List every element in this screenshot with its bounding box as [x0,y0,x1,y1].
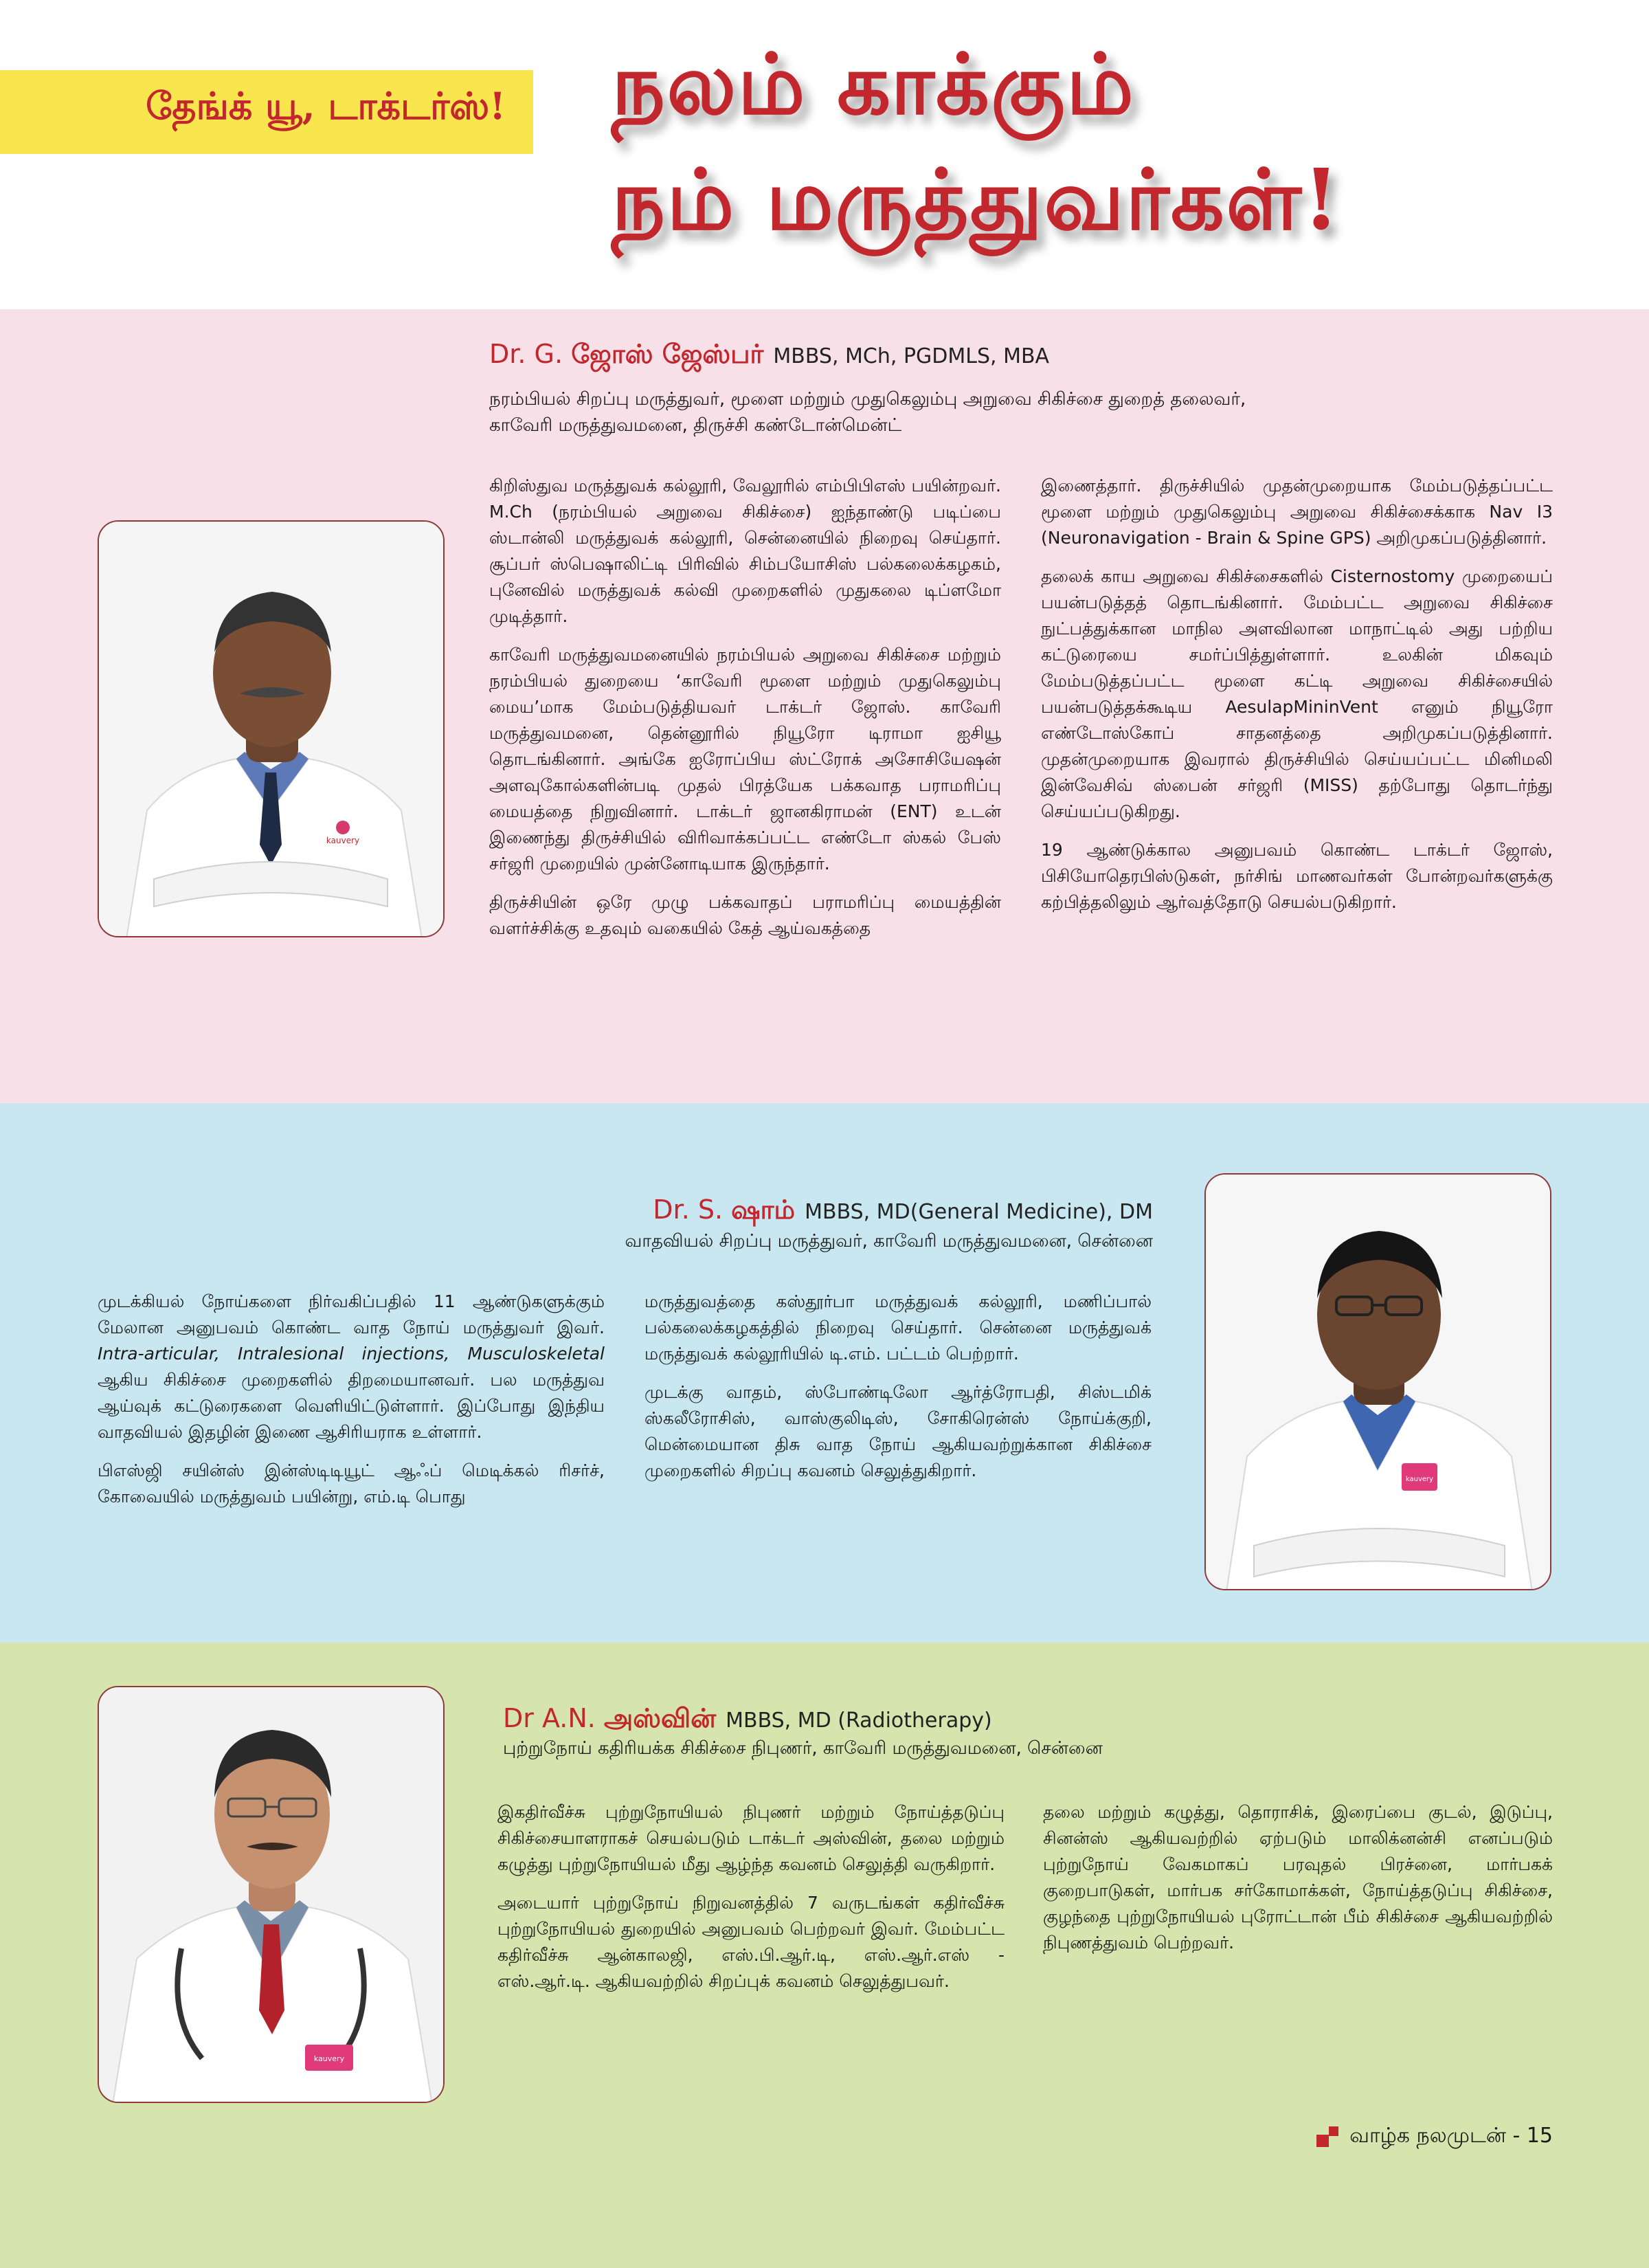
doctor-role-aswin [503,1735,1103,1761]
doctor-role-jose [489,386,1561,438]
article-column-1-sham [98,1289,605,1510]
paragraph-italic-text: Intra-articular, Intralesional injections, Musculoskeletal [98,1344,605,1364]
doctor-photo-sham [1204,1173,1551,1590]
doctor-photo-jose [98,520,445,937]
paragraph-text: ஆகிய சிகிச்சை முறைகளில் திறமையானவர். பல மருத்துவ ஆய்வுக் கட்டுரைகளை வெளியிட்டுள்ளார். இப்போது இந்திய வாதவியல் இதழின் இணை ஆசிரியராக உள்ளார். [98,1370,605,1442]
article-column-2-jose [1041,473,1553,915]
paragraph: தலைக் காய அறுவை சிகிச்சைகளில் Cisternostomy முறையைப் பயன்படுத்தத் தொடங்கினார். மேம்பட்ட அறுவை சிகிச்சை நுட்பத்துக்கான மாநில அளவிலான மாநாட்டில் அது பற்றிய கட்டுரையை சமர்ப்பித்துள்ளார். உலகின் மிகவும் மேம்படுத்தப்பட்ட மூளை கட்டி அறுவை சிகிச்சையில் பயன்படுத்தக்கூடிய AesulapMininVent எனும் நியூரோ எண்டோஸ்கோப் சாதனத்தை அறிமுகப்படுத்தினார். முதன்முறையாக இவரால் திருச்சியில் செய்யப்பட்ட மினிமலி இன்வேசிவ் ஸ்பைன் சர்ஜரி (MISS) தற்போது தொடர்ந்து செய்யப்படுகிறது. [1041,566,1553,821]
kauvery-logo-icon [336,821,350,834]
doctor-section-sham [0,1103,1649,1643]
paragraph: பிஎஸ்ஜி சயின்ஸ் இன்ஸ்டிடியூட் ஆஃப் மெடிக்கல் ரிசர்ச், கோவையில் மருத்துவம் பயின்று, எம்.டி பொது [98,1460,605,1507]
doctor-role-line-1: நரம்பியல் சிறப்பு மருத்துவர், மூளை மற்றும் முதுகெலும்பு அறுவை சிகிச்சை துறைத் தலைவர், [489,389,1246,410]
doctor-portrait-aswin [99,1687,445,2103]
article-column-2-aswin [1043,1799,1553,1956]
doctor-role-line-1: புற்றுநோய் கதிரியக்க சிகிச்சை நிபுணர், காவேரி மருத்துவமனை, சென்னை [503,1738,1103,1759]
doctor-role-line-1: வாதவியல் சிறப்பு மருத்துவர், காவேரி மருத்துவமனை, சென்னை [625,1231,1153,1252]
doctor-name-jose [489,339,763,369]
doctor-name-line-sham [653,1194,1153,1229]
paragraph-text: முடக்கியல் நோய்களை நிர்வகிப்பதில் 11 ஆண்டுகளுக்கும் மேலான அனுபவம் கொண்ட வாத நோய் மருத்துவர் இவர். [98,1291,605,1337]
kauvery-logo-text: kauvery [313,2054,345,2063]
doctor-section-aswin [0,1643,1649,2268]
kauvery-logo-text: kauvery [326,836,360,845]
paragraph: 19 ஆண்டுக்கால அனுபவம் கொண்ட டாக்டர் ஜோஸ், பிசியோதெரபிஸ்டுகள், நர்சிங் மாணவர்கள் போன்றவர்களுக்கு கற்பித்தலிலும் ஆர்வத்தோடு செயல்படுகிறார். [1041,840,1553,912]
paragraph: தலை மற்றும் கழுத்து, தொராசிக், இரைப்பை குடல், இடுப்பு, சினன்ஸ் ஆகியவற்றில் ஏற்படும் மாலிக்னன்சி எனப்படும் புற்றுநோய் வேகமாகப் பரவுதல் பிரச்னை, மார்பகக் குறைபாடுகள், மார்பக சர்கோமாக்கள், நோய்த்தடுப்பு சிகிச்சை, குழந்தை புற்றுநோயியல் புரோட்டான் பீம் சிகிச்சை ஆகியவற்றில் நிபுணத்துவம் பெற்றவர். [1043,1802,1553,1953]
doctor-name-tamil: அஸ்வின் [603,1703,717,1733]
article-column-1-jose [489,473,1001,942]
doctor-name-sham [653,1194,795,1225]
thank-you-banner [0,70,533,154]
article-column-2-sham [644,1289,1152,1484]
doctor-name-prefix: Dr. G. [489,339,563,369]
footer-page-label: வாழ்க நலமுடன் - 15 [1349,2124,1553,2148]
doctor-role-line-2: காவேரி மருத்துவமனை, திருச்சி கண்டோன்மென்ட் [489,415,902,436]
page-header [0,0,1649,309]
paragraph: முடக்கு வாதம், ஸ்போண்டிலோ ஆர்த்ரோபதி, சிஸ்டமிக் ஸ்கலீரோசிஸ், வாஸ்குலிடிஸ், சோகிரென்ஸ் நோய்க்குறி, மென்மையான திசு வாத நோய் ஆகியவற்றுக்கான சிகிச்சை முறைகளில் சிறப்பு கவனம் செலுத்துகிறார். [644,1382,1152,1480]
doctor-portrait-jose [99,522,445,937]
doctor-name-aswin [503,1703,716,1733]
paragraph: இகதிர்வீச்சு புற்றுநோயியல் நிபுணர் மற்றும் நோய்த்தடுப்பு சிகிச்சையாளராகச் செயல்படும் டாக்டர் அஸ்வின், தலை மற்றும் கழுத்து புற்றுநோயியல் மீது ஆழ்ந்த கவனம் செலுத்தி வருகிறார். [497,1802,1005,1874]
red-squares-icon [1316,2126,1341,2147]
paragraph: மருத்துவத்தை கஸ்தூர்பா மருத்துவக் கல்லூரி, மணிப்பால் பல்கலைக்கழகத்தில் நிறைவு செய்தார். சென்னை மருத்துவக் மருத்துவக் கல்லூரியில் டி.எம். பட்டம் பெற்றார். [644,1291,1152,1364]
doctor-role-sham [625,1228,1154,1254]
paragraph: காவேரி மருத்துவமனையில் நரம்பியல் அறுவை சிகிச்சை மற்றும் நரம்பியல் துறையை ‘காவேரி மூளை மற்றும் முதுகெலும்பு மைய’மாக மேம்படுத்தியவர் டாக்டர் ஜோஸ். காவேரி மருத்துவமனை, தென்னூரில் நியூரோ டிராமா ஐசியூ தொடங்கினார். அங்கே ஐரோப்பிய ஸ்ட்ரோக் அசோசியேஷன் அளவுகோல்களின்படி முதல் பிரத்யேக பக்கவாத பராமரிப்பு மையத்தை நிறுவினார். டாக்டர் ஜானகிராமன் (ENT) உடன் இணைந்து திருச்சியில் விரிவாக்கப்பட்ட எண்டோ ஸ்கல் பேஸ் சர்ஜரி முறையில் முன்னோடியாக இருந்தார். [489,645,1001,874]
kauvery-logo-text: kauvery [1405,1476,1434,1483]
doctor-section-jose [0,309,1649,1103]
doctor-photo-aswin [98,1686,445,2103]
thank-you-tag: தேங்க் யூ, டாக்டர்ஸ்! [146,84,506,128]
article-column-1-aswin [497,1799,1005,1994]
paragraph: திருச்சியின் ஒரே முழு பக்கவாதப் பராமரிப்பு மையத்தின் வளர்ச்சிக்கு உதவும் வகையில் கேத் ஆய்வகத்தை [489,892,1001,938]
page-title-line-2: நம் மருத்துவர்கள்! [612,150,1341,249]
paragraph: இணைத்தார். திருச்சியில் முதன்முறையாக மேம்படுத்தப்பட்ட மூளை மற்றும் முதுகெலும்பு அறுவை சிகிச்சைக்காக Nav I3 (Neuronavigation - Brain & Spine GPS) அறிமுகப்படுத்தினார். [1041,476,1553,548]
doctor-name-prefix: Dr. S. [653,1194,723,1225]
doctor-name-tamil: ஷாம் [731,1194,796,1225]
doctor-name-line-aswin [503,1703,992,1737]
page-title-line-1: நலம் காக்கும் [612,34,1135,133]
doctor-qualifications-jose: MBBS, MCh, PGDMLS, MBA [773,344,1050,368]
paragraph [98,1289,605,1445]
doctor-qualifications-sham: MBBS, MD(General Medicine), DM [805,1200,1153,1224]
doctor-name-line-jose [489,339,1049,373]
paragraph: அடையார் புற்றுநோய் நிறுவனத்தில் 7 வருடங்கள் கதிர்வீச்சு புற்றுநோயியல் துறையில் அனுபவம் பெற்றவர் இவர். மேம்பட்ட கதிர்வீச்சு ஆன்காலஜி, எஸ்.பி.ஆர்.டி, எஸ்.ஆர்.எஸ் - எஸ்.ஆர்.டி. ஆகியவற்றில் சிறப்புக் கவனம் செலுத்துபவர். [497,1893,1005,1991]
doctor-name-prefix: Dr A.N. [503,1703,596,1733]
page-footer [1316,2124,1553,2150]
doctor-portrait-sham [1206,1175,1551,1590]
paragraph: கிறிஸ்துவ மருத்துவக் கல்லூரி, வேலூரில் எம்பிபிஎஸ் பயின்றவர். M.Ch (நரம்பியல் அறுவை சிகிச்சை) ஐந்தாண்டு படிப்பை ஸ்டான்லி மருத்துவக் கல்லூரி, சென்னையில் நிறைவு செய்தார். சூப்பர் ஸ்பெஷாலிட்டி பிரிவில் சிம்பயோசிஸ் பல்கலைக்கழகம், புனேவில் மருத்துவக் கல்வி முறைகளில் முதுகலை டிப்ளமோ முடித்தார். [489,476,1001,626]
doctor-qualifications-aswin: MBBS, MD (Radiotherapy) [726,1709,992,1733]
doctor-name-tamil: ஜோஸ் ஜேஸ்பர் [571,339,764,369]
